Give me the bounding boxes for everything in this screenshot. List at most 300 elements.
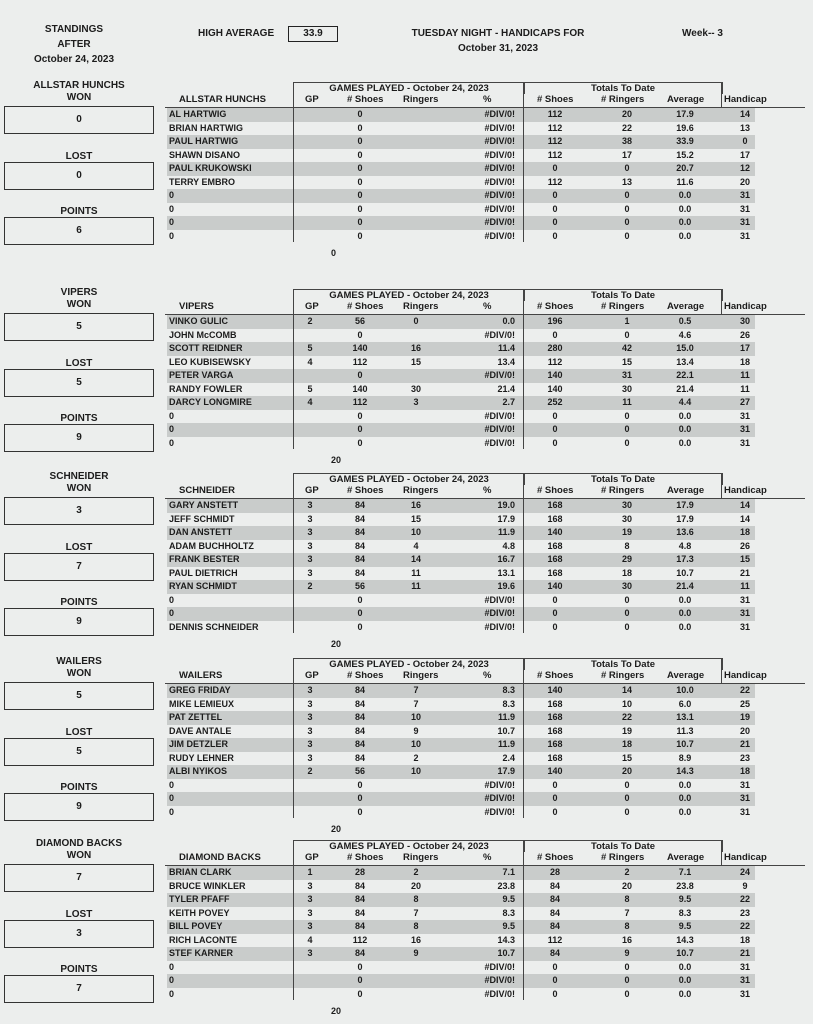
handicap-value: 20 (739, 725, 750, 736)
total-shoes-value: 0 (552, 975, 558, 985)
pct-value: #DIV/0! (484, 329, 515, 340)
gp-value: 3 (307, 948, 313, 958)
total-shoes-value: 168 (547, 567, 563, 578)
total-ringers-value: 22 (621, 122, 632, 133)
total-shoes-value: 28 (549, 867, 560, 877)
total-ringers-value: 22 (621, 712, 632, 722)
total-shoes-value: 84 (549, 921, 560, 931)
ringers-value: 8 (413, 894, 419, 904)
total-shoes-value: 0 (552, 806, 558, 817)
gp-value (297, 162, 323, 176)
player-name: PAUL DIETRICH (169, 567, 238, 578)
pct-column-header: % (483, 485, 492, 496)
shoes-value: 56 (354, 766, 365, 776)
shoes-value: 84 (354, 698, 365, 709)
player-name: 0 (169, 779, 175, 790)
table-row (165, 779, 805, 793)
shoes-total: 20 (331, 639, 342, 649)
total-shoes-value: 168 (547, 739, 563, 749)
shoes-total: 0 (331, 248, 337, 258)
ringers-value: 2 (413, 867, 419, 877)
totals-divider (523, 840, 524, 1000)
standings-heading (24, 22, 124, 67)
total-ringers-value: 0 (624, 594, 630, 605)
shoes-value: 84 (354, 907, 365, 918)
ringers-value (401, 149, 431, 163)
team-summary (4, 471, 154, 641)
total-ringers-value: 0 (624, 779, 630, 790)
total-ringers-value: 0 (624, 988, 630, 999)
average-value: 0.0 (678, 424, 692, 434)
total-ringers-value: 0 (624, 203, 630, 214)
pct-value: 23.8 (497, 880, 515, 891)
gp-value: 4 (307, 397, 313, 407)
gp-value (297, 203, 323, 217)
total-shoes-value: 112 (547, 122, 563, 133)
team-summary (4, 80, 154, 250)
ringers-column-header: Ringers (403, 94, 439, 105)
handicap-value: 11 (740, 581, 750, 591)
average-value: 22.1 (676, 370, 694, 380)
average-value: 33.9 (676, 136, 694, 146)
total-ringers-value: 20 (621, 766, 632, 776)
total-shoes-value: 112 (547, 934, 563, 945)
totals-divider (523, 82, 524, 242)
player-name: FRANK BESTER (169, 554, 240, 564)
shoes-column-header: # Shoes (347, 301, 384, 312)
pct-value: 10.7 (497, 725, 515, 736)
ringers-value (401, 423, 431, 437)
games-played-heading: GAMES PLAYED - October 24, 2023 (293, 658, 525, 670)
handicap-value: 24 (739, 867, 750, 877)
player-name: 0 (169, 608, 175, 618)
total-ringers-value: 16 (621, 934, 632, 945)
points-value: 9 (4, 608, 154, 636)
handicap-value: 22 (739, 921, 750, 931)
pct-value: #DIV/0! (484, 217, 515, 227)
lost-label: LOST (65, 358, 93, 369)
handicap-value: 31 (739, 961, 750, 972)
gp-value (297, 176, 323, 190)
gp-column-header: GP (305, 485, 319, 496)
team-table (165, 473, 805, 653)
pct-value: #DIV/0! (484, 779, 515, 790)
right-divider (721, 658, 722, 683)
average-value: 0.0 (678, 594, 692, 605)
player-name: 0 (169, 975, 175, 985)
handicap-value: 15 (739, 554, 750, 564)
handicap-value: 12 (739, 163, 750, 173)
total-ringers-value: 30 (621, 383, 632, 394)
player-name: 0 (169, 217, 175, 227)
lost-label: LOST (65, 151, 93, 162)
table-row (165, 315, 805, 329)
team-name-label: SCHNEIDER (49, 471, 109, 482)
gp-value: 3 (307, 880, 313, 891)
total-ringers-value: 31 (621, 370, 632, 380)
games-played-heading: GAMES PLAYED - October 24, 2023 (293, 840, 525, 852)
handicap-value: 23 (739, 907, 750, 918)
shoes-value: 140 (352, 383, 368, 394)
total-ringers-value: 19 (621, 527, 632, 537)
shoes-value: 84 (354, 685, 365, 695)
player-name: PAUL KRUKOWSKI (169, 163, 252, 173)
player-name: AL HARTWIG (169, 109, 227, 119)
games-divider (293, 658, 294, 818)
handicap-column-header: Handicap (724, 94, 767, 105)
gp-value (297, 423, 323, 437)
gp-value (297, 621, 323, 635)
pct-value: #DIV/0! (484, 410, 515, 421)
pct-value: 8.3 (502, 698, 515, 709)
average-value: 10.7 (676, 567, 694, 578)
points-label: POINTS (60, 413, 98, 424)
lost-label: LOST (65, 542, 93, 553)
high-average-label: HIGH AVERAGE (198, 28, 275, 39)
gp-value: 2 (307, 581, 313, 591)
gp-value (297, 329, 323, 343)
total-shoes-value: 168 (547, 513, 563, 524)
handicap-value: 23 (739, 752, 750, 763)
lost-value: 5 (4, 738, 154, 766)
total-shoes-value: 84 (549, 907, 560, 918)
table-row (165, 135, 805, 149)
player-name: DAVE ANTALE (169, 725, 232, 736)
shoes-value: 0 (357, 136, 363, 146)
total-ringers-value: 18 (621, 739, 632, 749)
handicap-column-header: Handicap (724, 485, 767, 496)
total-ringers-value: 13 (621, 176, 632, 187)
sheet-title-line-2: October 31, 2023 (457, 43, 539, 54)
total-shoes-value: 140 (547, 581, 563, 591)
won-value: 5 (4, 313, 154, 341)
points-value: 9 (4, 424, 154, 452)
shoes-value: 0 (357, 163, 363, 173)
table-row (165, 621, 805, 635)
shoes-value: 0 (357, 437, 363, 448)
handicap-value: 14 (739, 109, 750, 119)
pct-value: #DIV/0! (484, 621, 515, 632)
average-value: 0.0 (678, 230, 692, 241)
player-name: VINKO GULIC (169, 316, 229, 326)
points-label: POINTS (60, 206, 98, 217)
total-shoes-value: 168 (547, 752, 563, 763)
games-divider (293, 82, 294, 242)
table-row (165, 230, 805, 244)
gp-value (297, 594, 323, 608)
total-shoes-value: 0 (552, 410, 558, 421)
shoes-value: 112 (352, 934, 368, 945)
total-shoes-value: 0 (552, 961, 558, 972)
handicap-column-header: Handicap (724, 852, 767, 863)
ringers-value (401, 779, 431, 793)
total-shoes-value: 0 (552, 329, 558, 340)
handicap-value: 17 (739, 343, 750, 353)
total-shoes-value: 140 (547, 370, 563, 380)
pct-value: #DIV/0! (484, 163, 515, 173)
pct-value: #DIV/0! (484, 149, 515, 160)
pct-value: #DIV/0! (484, 988, 515, 999)
total-ringers-value: 20 (621, 109, 632, 119)
table-row (165, 149, 805, 163)
total-ringers-value: 18 (621, 567, 632, 578)
shoes-value: 0 (357, 779, 363, 790)
total-shoes-value: 0 (552, 621, 558, 632)
ringers-value: 10 (410, 766, 421, 776)
team-column-header: SCHNEIDER (179, 485, 235, 496)
points-label: POINTS (60, 782, 98, 793)
handicap-value: 31 (739, 608, 750, 618)
player-name: RYAN SCHMIDT (169, 581, 237, 591)
shoes-value: 0 (357, 621, 363, 632)
pct-value: 14.3 (497, 934, 515, 945)
lost-label: LOST (65, 909, 93, 920)
pct-column-header: % (483, 94, 492, 105)
games-played-heading: GAMES PLAYED - October 24, 2023 (293, 82, 525, 94)
pct-value: #DIV/0! (484, 136, 515, 146)
average-value: 19.6 (676, 122, 694, 133)
table-row (165, 866, 805, 880)
average-value: 21.4 (676, 383, 694, 394)
gp-value (297, 216, 323, 230)
pct-value: 9.5 (502, 894, 515, 904)
won-value: 7 (4, 864, 154, 892)
pct-value: 11.9 (497, 712, 515, 722)
shoes-value: 0 (357, 203, 363, 214)
team-summary (4, 287, 154, 457)
total-ringers-value: 0 (624, 437, 630, 448)
player-name: RICH LACONTE (169, 934, 237, 945)
table-row (165, 594, 805, 608)
table-row (165, 329, 805, 343)
team-column-header: WAILERS (179, 670, 223, 681)
ringers-value: 30 (410, 383, 421, 394)
pct-value: #DIV/0! (484, 793, 515, 803)
average-value: 8.3 (678, 907, 692, 918)
handicap-value: 22 (739, 685, 750, 695)
ringers-value: 20 (410, 880, 421, 891)
ringers-value (401, 594, 431, 608)
won-value: 0 (4, 106, 154, 134)
player-rows (165, 314, 805, 450)
totals-to-date-heading: Totals To Date (523, 473, 723, 485)
total-shoes-value: 0 (552, 988, 558, 999)
player-name: PAT ZETTEL (169, 712, 223, 722)
average-value: 0.0 (678, 779, 692, 790)
total-ringers-value: 0 (624, 329, 630, 340)
table-row (165, 765, 805, 779)
shoes-value: 0 (357, 190, 363, 200)
total-ringers-column-header: # Ringers (601, 485, 645, 496)
total-ringers-column-header: # Ringers (601, 94, 645, 105)
table-row (165, 974, 805, 988)
won-label: WON (66, 483, 92, 494)
table-row (165, 189, 805, 203)
handicap-value: 18 (739, 527, 750, 537)
won-label: WON (66, 850, 92, 861)
average-value: 10.7 (676, 948, 694, 958)
shoes-value: 84 (354, 752, 365, 763)
gp-value: 3 (307, 540, 313, 551)
average-value: 17.9 (676, 513, 694, 524)
shoes-value: 28 (354, 867, 365, 877)
total-shoes-value: 140 (547, 527, 563, 537)
table-row (165, 988, 805, 1002)
handicap-value: 31 (739, 437, 750, 448)
ringers-value: 7 (413, 907, 419, 918)
pct-value: 10.7 (497, 948, 515, 958)
pct-value: 21.4 (497, 383, 515, 394)
total-shoes-value: 168 (547, 540, 563, 551)
gp-value: 3 (307, 712, 313, 722)
total-shoes-value: 0 (552, 217, 558, 227)
shoes-value: 112 (352, 397, 368, 407)
average-value: 0.5 (678, 316, 692, 326)
pct-value: 0.0 (502, 316, 515, 326)
handicap-value: 14 (739, 513, 750, 524)
average-value: 0.0 (678, 410, 692, 421)
player-name: GREG FRIDAY (169, 685, 231, 695)
total-ringers-value: 15 (621, 356, 632, 367)
total-shoes-value: 112 (547, 149, 563, 160)
player-name: 0 (169, 190, 175, 200)
pct-column-header: % (483, 301, 492, 312)
shoes-column-header: # Shoes (347, 94, 384, 105)
total-shoes-value: 140 (547, 685, 563, 695)
handicap-value: 21 (739, 567, 750, 578)
total-shoes-value: 112 (547, 136, 563, 146)
table-row (165, 580, 805, 594)
total-ringers-value: 30 (621, 513, 632, 524)
pct-value: #DIV/0! (484, 190, 515, 200)
average-value: 4.4 (678, 397, 692, 407)
table-row (165, 176, 805, 190)
average-value: 8.9 (678, 752, 692, 763)
ringers-value: 11 (411, 567, 421, 578)
lost-label: LOST (65, 727, 93, 738)
team-table (165, 658, 805, 838)
won-value: 3 (4, 497, 154, 525)
handicap-value: 21 (739, 948, 750, 958)
pct-value: #DIV/0! (484, 230, 515, 241)
table-row (165, 437, 805, 451)
handicap-value: 31 (739, 793, 750, 803)
player-name: LEO KUBISEWSKY (169, 356, 252, 367)
ringers-value (401, 176, 431, 190)
total-ringers-column-header: # Ringers (601, 852, 645, 863)
shoes-value: 0 (357, 961, 363, 972)
total-ringers-value: 14 (621, 685, 632, 695)
player-name: ALBI NYIKOS (169, 766, 228, 776)
pct-value: 17.9 (497, 766, 515, 776)
total-shoes-value: 0 (552, 793, 558, 803)
average-value: 23.8 (676, 880, 694, 891)
player-name: 0 (169, 203, 175, 214)
total-shoes-value: 168 (547, 554, 563, 564)
average-value: 0.0 (678, 217, 692, 227)
won-value: 5 (4, 682, 154, 710)
ringers-value: 16 (410, 343, 421, 353)
gp-value (297, 806, 323, 820)
shoes-value: 0 (357, 230, 363, 241)
shoes-value: 0 (357, 329, 363, 340)
points-value: 6 (4, 217, 154, 245)
average-value: 11.6 (676, 176, 694, 187)
handicap-column-header: Handicap (724, 301, 767, 312)
right-divider (721, 840, 722, 865)
total-ringers-value: 0 (624, 230, 630, 241)
pct-value: #DIV/0! (484, 370, 515, 380)
average-value: 0.0 (678, 190, 692, 200)
pct-value: #DIV/0! (484, 424, 515, 434)
average-value: 0.0 (678, 608, 692, 618)
shoes-value: 0 (357, 793, 363, 803)
team-table (165, 82, 805, 262)
player-name: 0 (169, 793, 175, 803)
pct-value: 8.3 (502, 685, 515, 695)
ringers-column-header: Ringers (403, 852, 439, 863)
handicap-value: 31 (739, 410, 750, 421)
gp-value: 3 (307, 907, 313, 918)
average-value: 14.3 (676, 934, 694, 945)
shoes-value: 84 (354, 712, 365, 722)
totals-to-date-heading: Totals To Date (523, 840, 723, 852)
gp-column-header: GP (305, 670, 319, 681)
total-shoes-value: 112 (547, 356, 563, 367)
total-ringers-value: 0 (624, 975, 630, 985)
total-shoes-value: 84 (549, 894, 560, 904)
handicap-value: 31 (739, 190, 750, 200)
average-value: 0.0 (678, 988, 692, 999)
lost-value: 3 (4, 920, 154, 948)
handicap-value: 31 (739, 230, 750, 241)
average-value: 15.0 (676, 343, 694, 353)
gp-value: 5 (307, 343, 313, 353)
shoes-value: 84 (354, 948, 365, 958)
player-name: DENNIS SCHNEIDER (169, 621, 259, 632)
handicap-value: 27 (739, 397, 750, 407)
pct-value: 19.6 (497, 581, 515, 591)
pct-value: #DIV/0! (484, 176, 515, 187)
shoes-value: 84 (354, 921, 365, 931)
pct-value: 2.7 (502, 397, 515, 407)
handicap-value: 0 (742, 136, 748, 146)
pct-value: 16.7 (497, 554, 515, 564)
shoes-total: 20 (331, 1006, 342, 1016)
team-table (165, 840, 805, 1020)
ringers-value (401, 988, 431, 1002)
table-row (165, 540, 805, 554)
pct-value: #DIV/0! (484, 975, 515, 985)
ringers-value: 9 (413, 948, 419, 958)
average-value: 0.0 (678, 437, 692, 448)
totals-divider (523, 658, 524, 818)
totals-divider (523, 473, 524, 633)
ringers-column-header: Ringers (403, 485, 439, 496)
gp-value: 3 (307, 554, 313, 564)
table-row (165, 342, 805, 356)
table-row (165, 880, 805, 894)
gp-value (297, 230, 323, 244)
player-name: 0 (169, 594, 175, 605)
total-ringers-value: 17 (621, 149, 632, 160)
average-value: 7.1 (678, 867, 692, 877)
shoes-value: 0 (357, 370, 363, 380)
gp-value: 4 (307, 934, 313, 945)
games-played-heading: GAMES PLAYED - October 24, 2023 (293, 473, 525, 485)
gp-value (297, 135, 323, 149)
handicap-value: 31 (739, 203, 750, 214)
